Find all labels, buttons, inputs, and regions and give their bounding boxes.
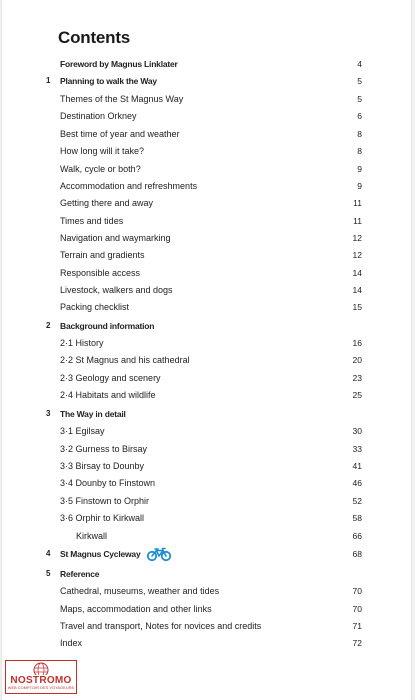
toc-entry-label: Travel and transport, Notes for novices and credits — [60, 621, 262, 631]
toc-entry-title — [60, 91, 183, 107]
toc-entry[interactable] — [46, 566, 362, 582]
toc-entry[interactable] — [46, 441, 362, 457]
toc-entry-title — [60, 546, 172, 562]
toc-entry-label: Maps, accommodation and other links — [60, 604, 212, 614]
toc-entry-label: Walk, cycle or both? — [60, 164, 141, 174]
toc-page-number: 12 — [352, 250, 362, 260]
toc-entry[interactable] — [46, 335, 362, 351]
toc-entry-title — [60, 73, 157, 89]
toc-page-number: 4 — [357, 59, 362, 69]
toc-entry-label: 3·1 Egilsay — [60, 426, 105, 436]
page-title: Contents — [58, 28, 131, 47]
toc-entry-label: 2·3 Geology and scenery — [60, 373, 161, 383]
toc-entry-label: St Magnus Cycleway — [60, 549, 141, 559]
toc-page-number: 9 — [357, 164, 362, 174]
toc-entry-title — [60, 370, 161, 386]
toc-entry-title — [60, 583, 219, 599]
toc-page-number: 8 — [357, 129, 362, 139]
toc-entry-title — [60, 143, 144, 159]
toc-entry-title — [60, 387, 156, 403]
toc-entry[interactable] — [46, 458, 362, 474]
toc-entry[interactable] — [46, 387, 362, 403]
toc-entry-title — [60, 299, 129, 315]
toc-entry[interactable] — [46, 583, 362, 599]
toc-entry-label: Best time of year and weather — [60, 129, 180, 139]
toc-entry-title — [60, 510, 144, 526]
logo-brand: NOSTROMO — [10, 675, 72, 686]
toc-entry-title — [60, 601, 212, 617]
toc-page-number: 11 — [353, 198, 362, 208]
toc-entry-title — [60, 213, 123, 229]
toc-entry-title — [60, 265, 140, 281]
toc-entry-label: The Way in detail — [60, 409, 126, 419]
toc-entry-title — [60, 126, 180, 142]
toc-entry[interactable] — [46, 265, 362, 281]
toc-entry-label: Index — [60, 638, 83, 648]
toc-entry-title — [60, 458, 144, 474]
toc-page-number: 46 — [352, 478, 362, 488]
toc-entry[interactable] — [46, 247, 362, 263]
toc-entry[interactable] — [46, 91, 362, 107]
toc-entry-label: Themes of the St Magnus Way — [60, 94, 184, 104]
toc-section-number: 5 — [46, 569, 51, 578]
toc-page-number: 30 — [352, 426, 362, 436]
toc-entry-label: Planning to walk the Way — [60, 76, 157, 86]
toc-entry[interactable] — [46, 282, 362, 298]
toc-page-number: 70 — [352, 586, 362, 596]
toc-entry-label: Navigation and waymarking — [60, 233, 171, 243]
toc-page-number: 70 — [352, 604, 362, 614]
toc-entry[interactable] — [46, 161, 362, 177]
toc-entry-label: 2·2 St Magnus and his cathedral — [60, 355, 190, 365]
toc-page-number: 15 — [352, 302, 362, 312]
toc-entry[interactable] — [46, 318, 362, 334]
toc-entry-title — [60, 161, 141, 177]
toc-section-number: 1 — [46, 76, 51, 85]
toc-entry-label: 3·5 Finstown to Orphir — [60, 496, 150, 506]
toc-page-number: 68 — [352, 549, 362, 559]
toc-entry-title — [60, 318, 154, 334]
toc-entry-label: Responsible access — [60, 268, 141, 278]
toc-entry-title — [60, 406, 126, 422]
toc-page-number: 6 — [357, 111, 362, 121]
toc-entry[interactable] — [46, 528, 362, 544]
toc-page-number: 20 — [352, 355, 362, 365]
toc-entry-title — [60, 247, 145, 263]
toc-entry-label: Getting there and away — [60, 198, 154, 208]
toc-entry-title — [60, 195, 153, 211]
toc-page-number: 5 — [357, 94, 362, 104]
document-page — [2, 0, 411, 700]
toc-entry-label: Terrain and gradients — [60, 250, 145, 260]
toc-entry-label: Accommodation and refreshments — [60, 181, 198, 191]
toc-page-number: 8 — [357, 146, 362, 156]
toc-entry[interactable] — [46, 493, 362, 509]
toc-entry[interactable] — [46, 406, 362, 422]
toc-page-number: 33 — [352, 444, 362, 454]
toc-entry[interactable] — [46, 601, 362, 617]
toc-entry[interactable] — [46, 423, 362, 439]
toc-page-number: 14 — [352, 285, 362, 295]
toc-entry[interactable] — [46, 370, 362, 386]
toc-entry[interactable] — [46, 635, 362, 651]
logo-tagline: WEB COMPTOIR DES VOYAGEURS — [7, 686, 75, 690]
toc-entry[interactable] — [46, 143, 362, 159]
toc-entry[interactable] — [46, 73, 362, 89]
toc-entry-label: Background information — [60, 321, 155, 331]
toc-entry-title — [60, 566, 99, 582]
toc-page-number: 58 — [352, 513, 362, 523]
toc-section-number: 2 — [46, 321, 51, 330]
toc-entry-title — [60, 493, 149, 509]
toc-entry-label: 3·3 Birsay to Dounby — [60, 461, 145, 471]
toc-page-number: 12 — [352, 233, 362, 243]
toc-entry-title — [60, 423, 105, 439]
toc-page-number: 14 — [352, 268, 362, 278]
toc-entry[interactable] — [46, 475, 362, 491]
toc-entry[interactable] — [46, 126, 362, 142]
toc-entry[interactable] — [46, 618, 362, 634]
toc-entry-label: 3·6 Orphir to Kirkwall — [60, 513, 145, 523]
toc-section-number: 3 — [46, 409, 51, 418]
toc-entry-label: Times and tides — [60, 216, 124, 226]
toc-entry[interactable] — [46, 230, 362, 246]
toc-entry[interactable] — [46, 546, 362, 562]
toc-entry-title — [60, 56, 178, 72]
toc-entry-title — [60, 475, 155, 491]
toc-page-number: 23 — [352, 373, 362, 383]
toc-entry[interactable] — [46, 299, 362, 315]
toc-entry-label: 3·4 Dounby to Finstown — [60, 478, 156, 488]
toc-entry[interactable] — [46, 108, 362, 124]
toc-entry-label: Livestock, walkers and dogs — [60, 285, 173, 295]
toc-entry[interactable] — [46, 56, 362, 72]
toc-page-number: 41 — [352, 461, 362, 471]
toc-entry-title — [60, 230, 171, 246]
toc-entry[interactable] — [46, 510, 362, 526]
toc-entry-title — [60, 108, 137, 124]
toc-entry-title — [60, 178, 197, 194]
toc-entry-title — [60, 618, 261, 634]
toc-entry-label: 2·1 History — [60, 338, 104, 348]
toc-entry-title — [60, 352, 190, 368]
toc-page-number: 71 — [352, 621, 362, 631]
toc-page-number: 9 — [357, 181, 362, 191]
toc-entry-title — [60, 282, 173, 298]
toc-entry-label: 2·4 Habitats and wildlife — [60, 390, 156, 400]
toc-entry[interactable] — [46, 195, 362, 211]
bicycle-icon — [146, 547, 172, 561]
toc-entry-label: Destination Orkney — [60, 111, 137, 121]
toc-entry-label: How long will it take? — [60, 146, 145, 156]
toc-entry[interactable] — [46, 178, 362, 194]
toc-entry[interactable] — [46, 352, 362, 368]
globe-icon — [30, 662, 52, 675]
toc-page-number: 5 — [357, 76, 362, 86]
toc-entry-label: 3·2 Gurness to Birsay — [60, 444, 148, 454]
toc-entry-title — [76, 528, 107, 544]
toc-entry-label: Packing checklist — [60, 302, 130, 312]
toc-page-number: 66 — [352, 531, 362, 541]
toc-page-number: 52 — [352, 496, 362, 506]
toc-entry[interactable] — [46, 213, 362, 229]
toc-entry-title — [60, 635, 82, 651]
toc-page-number: 72 — [352, 638, 362, 648]
toc-entry-label: Reference — [60, 569, 100, 579]
toc-entry-label: Kirkwall — [76, 531, 108, 541]
toc-entry-title — [60, 335, 104, 351]
nostromo-logo — [5, 660, 77, 694]
toc-page-number: 25 — [352, 390, 362, 400]
toc-page-number: 16 — [352, 338, 362, 348]
toc-entry-label: Cathedral, museums, weather and tides — [60, 586, 220, 596]
toc-entry-title — [60, 441, 147, 457]
toc-entry-label: Foreword by Magnus Linklater — [60, 59, 178, 69]
toc-page-number: 11 — [353, 216, 362, 226]
toc-section-number: 4 — [46, 549, 51, 558]
